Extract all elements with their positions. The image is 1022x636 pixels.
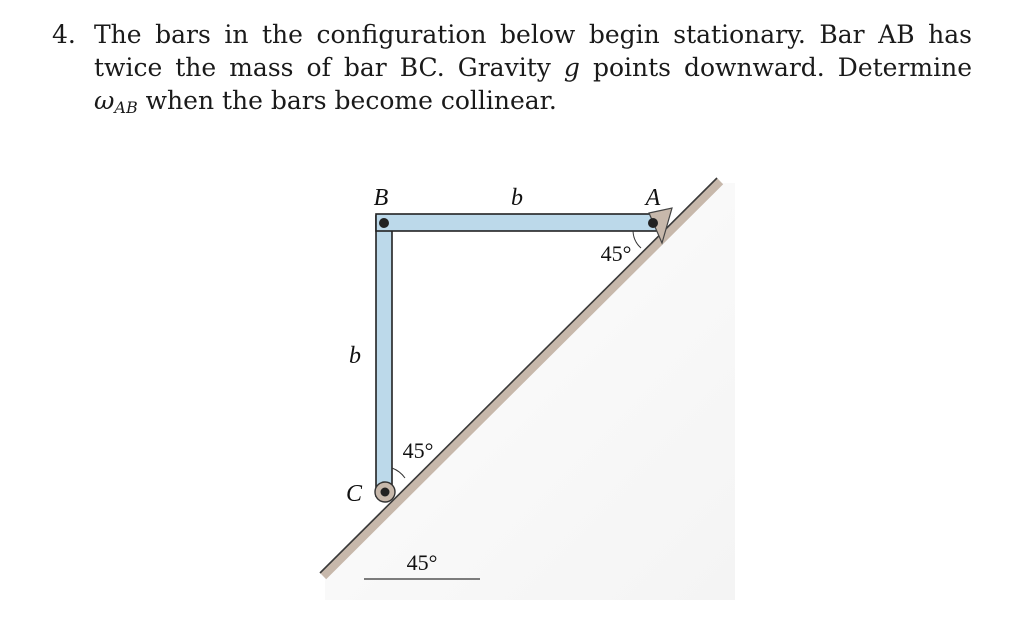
pin-a <box>648 218 658 228</box>
omega-subscript: AB <box>114 98 138 117</box>
angle-c-label: 45° <box>402 438 434 463</box>
problem-text-part3: when the bars become collinear. <box>137 86 557 115</box>
angle-arc-a <box>633 231 641 248</box>
bar-bc <box>376 216 392 496</box>
angle-arc-c <box>392 468 405 478</box>
gravity-symbol: g <box>563 53 580 82</box>
label-c-point: C <box>345 481 363 507</box>
bar-ab <box>376 214 658 231</box>
label-length-ab: b <box>511 185 523 211</box>
label-a-point: A <box>645 185 661 211</box>
omega-symbol: ω <box>94 86 115 115</box>
label-length-bc: b <box>349 343 361 369</box>
problem-text-part2: points downward. Determine <box>579 53 973 82</box>
label-b-point: B <box>373 185 389 211</box>
angle-a-label: 45° <box>600 241 632 266</box>
pin-c <box>381 488 390 497</box>
problem-text-part1: The bars in the configuration below begin stationary. Bar AB has twice the mass of bar BC. Gravity <box>94 20 972 82</box>
angle-ground-label: 45° <box>406 550 438 575</box>
pin-b <box>379 218 389 228</box>
problem-number: 4. <box>52 20 76 49</box>
